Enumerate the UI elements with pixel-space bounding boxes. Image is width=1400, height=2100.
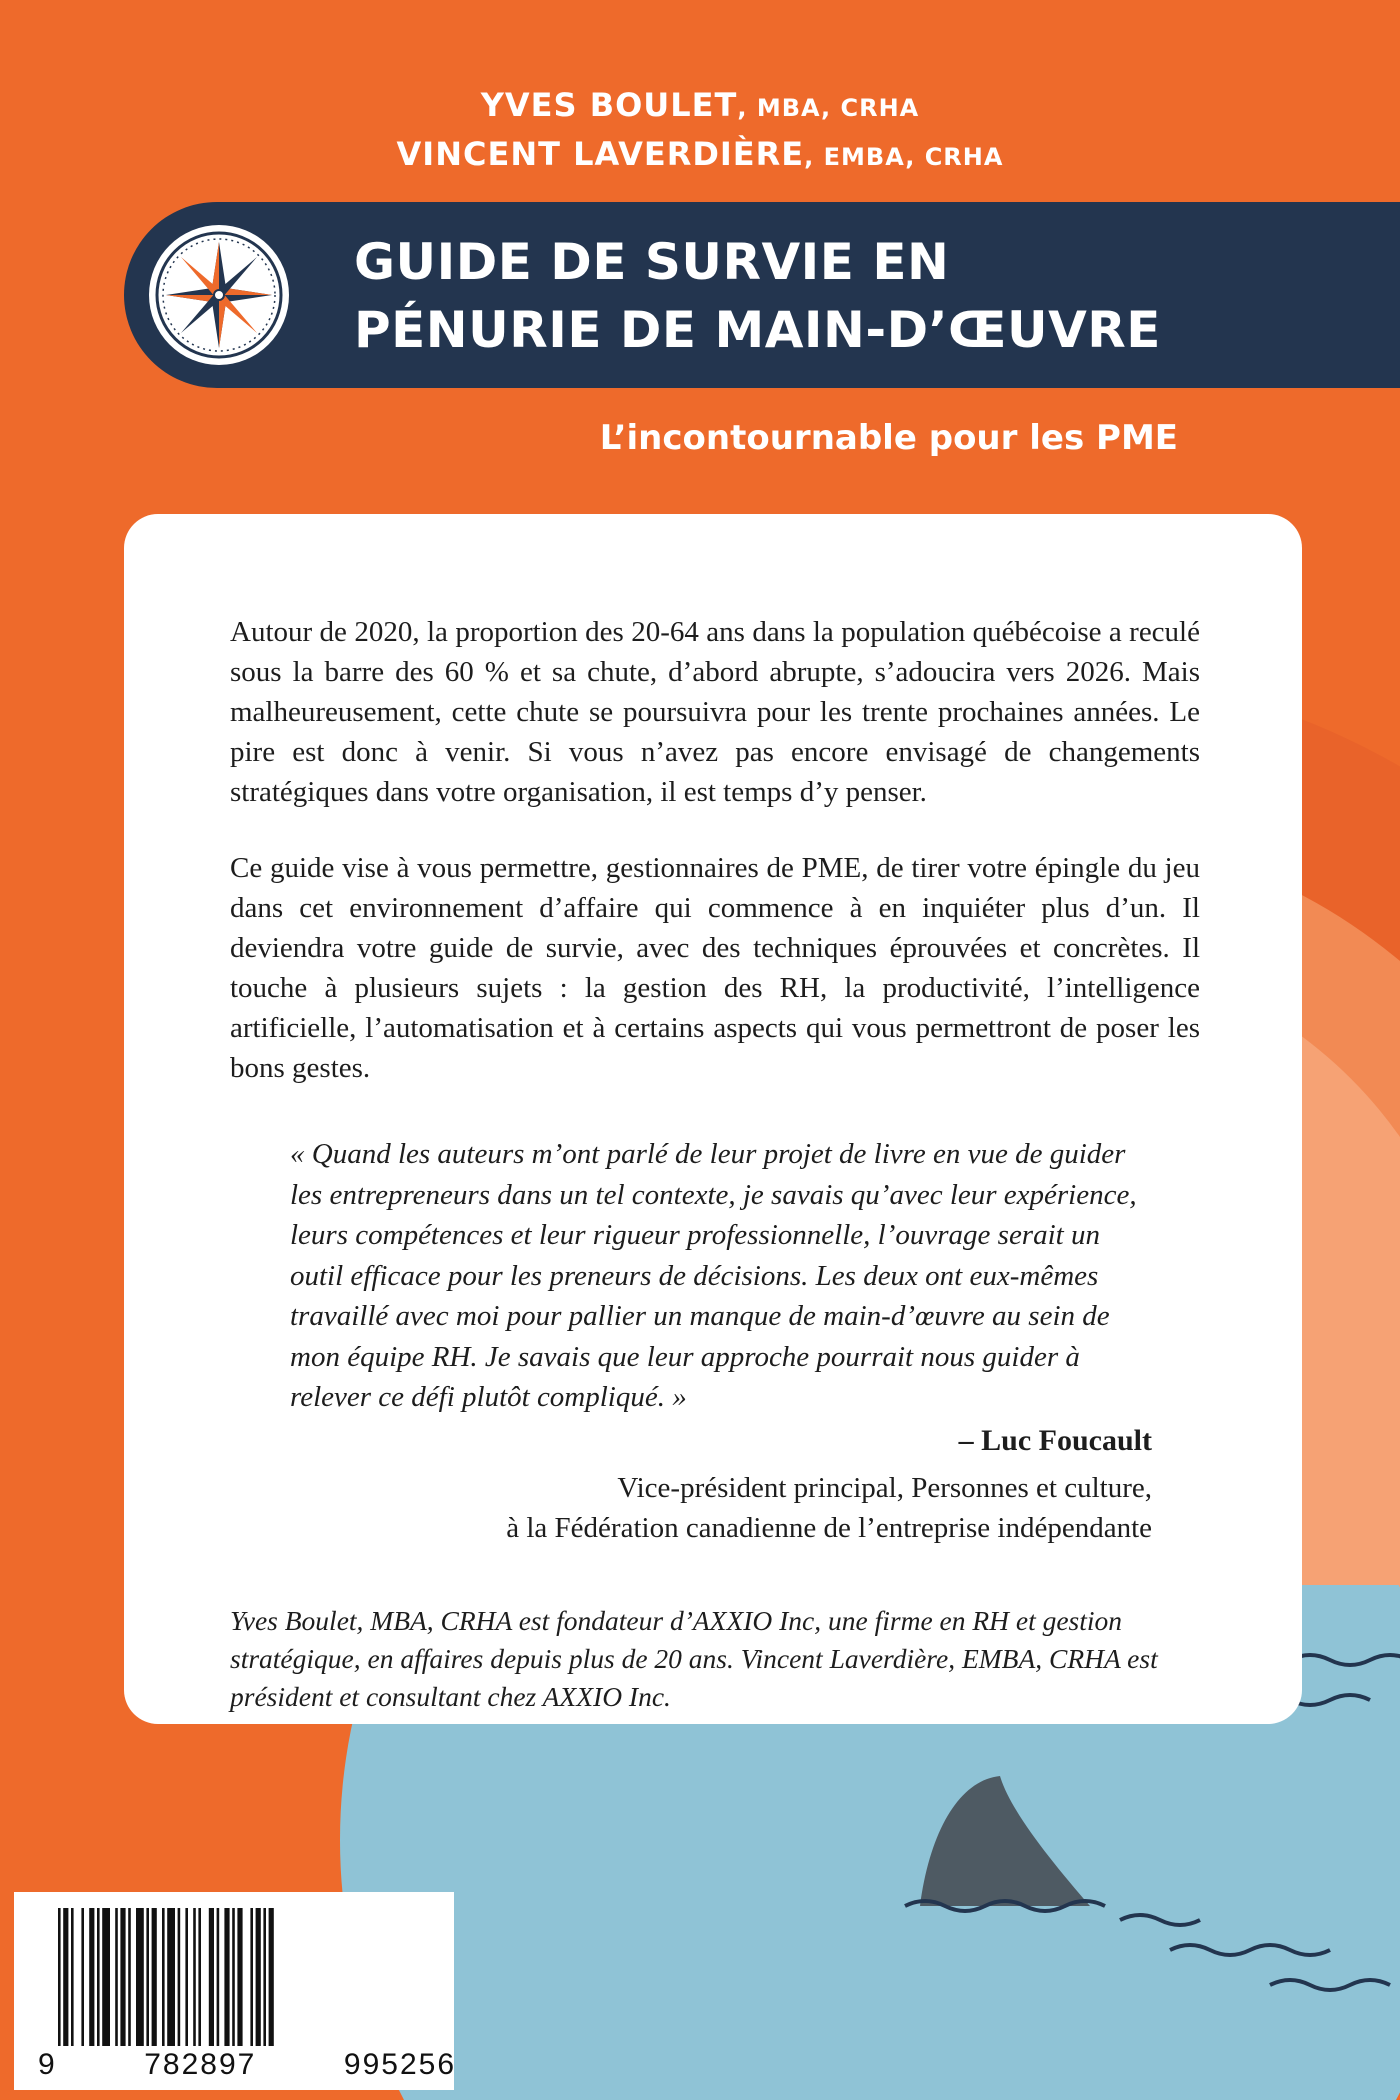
barcode-bar — [217, 1908, 220, 2046]
authors-bio: Yves Boulet, MBA, CRHA est fondateur d’AXXIO Inc, une firme en RH et gestion stratégique, en affaires depuis plus de 20 ans. Vincent Laverdière, EMBA, CRHA est président et consultant chez AXXIO Inc. — [230, 1605, 1158, 1712]
barcode-bar — [178, 1908, 181, 2046]
barcode-bar — [256, 1908, 261, 2046]
barcode-bar — [167, 1908, 175, 2046]
authors-block — [0, 82, 1400, 180]
barcode-digits: 9 782897 995256 — [38, 2048, 456, 2081]
barcode-bar — [102, 1908, 110, 2046]
author-1: YVES BOULET, MBA, CRHA — [480, 86, 920, 124]
barcode-bar — [136, 1908, 144, 2046]
barcode-bar — [263, 1908, 266, 2046]
testimonial-quote: « Quand les auteurs m’ont parlé de leur projet de livre en vue de guider les entrepreneurs dans un tel contexte, je savais qu’avec leur expérience, leurs compétences et leur rigueur professionnelle, l’ouvrage serait un outil efficace pour les preneurs de décisions. Les deux ont eux-mêmes travaillé avec moi pour pallier un manque de main-d’œuvre au sein de mon équipe RH. Je savais que leur approche pourrait nous guider à relever ce défi plutôt compliqué. » — [290, 1138, 1137, 1413]
barcode-bar — [71, 1908, 74, 2046]
summary-card — [124, 514, 1302, 1724]
barcode-bar — [89, 1908, 94, 2046]
summary-paragraph-1: Autour de 2020, la proportion des 20-64 ans dans la population québécoise a reculé sous la barre des 60 % et sa chute, d’abord abrupte, s’adoucira vers 2026. Mais malheureusement, cette chute se poursuivra pour les trente prochaines années. Le pire est donc à venir. Si vous n’avez pas encore envisagé de changements stratégiques dans votre organisation, il est temps d’y penser. — [230, 616, 1200, 808]
barcode-bar — [209, 1908, 214, 2046]
barcode-bar — [185, 1908, 188, 2046]
barcode-bar — [115, 1908, 118, 2046]
barcode-bar — [198, 1908, 201, 2046]
barcode-bar — [97, 1908, 100, 2046]
quote-author: – Luc Foucault — [958, 1424, 1152, 1457]
barcode-bar — [162, 1908, 165, 2046]
barcode-bar — [128, 1908, 131, 2046]
barcode-bar — [224, 1908, 229, 2046]
barcode-bars — [38, 1908, 456, 2046]
barcode-bar — [232, 1908, 235, 2046]
book-subtitle: L’incontournable pour les PME — [599, 418, 1178, 458]
barcode-bar — [58, 1908, 61, 2046]
barcode-bar — [250, 1908, 253, 2046]
author-2: VINCENT LAVERDIÈRE, EMBA, CRHA — [396, 135, 1004, 173]
barcode-bar — [81, 1908, 84, 2046]
isbn-barcode — [14, 1892, 454, 2090]
compass-rose-icon — [146, 222, 292, 368]
book-title: GUIDE DE SURVIE EN PÉNURIE DE MAIN-D’ŒUVRE — [354, 233, 1161, 359]
barcode-bar — [120, 1908, 125, 2046]
quote-author-role: Vice-président principal, Personnes et culture, à la Fédération canadienne de l’entreprise indépendante — [506, 1472, 1152, 1544]
barcode-bar — [193, 1908, 196, 2046]
title-banner — [124, 202, 1400, 388]
barcode-bar — [146, 1908, 149, 2046]
summary-paragraph-2: Ce guide vise à vous permettre, gestionnaires de PME, de tirer votre épingle du jeu dans cet environnement d’affaire qui commence à en inquiéter plus d’un. Il deviendra votre guide de survie, avec des techniques éprouvées et concrètes. Il touche à plusieurs sujets : la gestion des RH, la productivité, l’intelligence artificielle, l’automatisation et à certains aspects qui vous permettront de poser les bons gestes. — [230, 852, 1200, 1084]
barcode-bar — [152, 1908, 157, 2046]
barcode-bar — [63, 1908, 68, 2046]
barcode-bar — [269, 1908, 274, 2046]
barcode-bar — [237, 1908, 242, 2046]
